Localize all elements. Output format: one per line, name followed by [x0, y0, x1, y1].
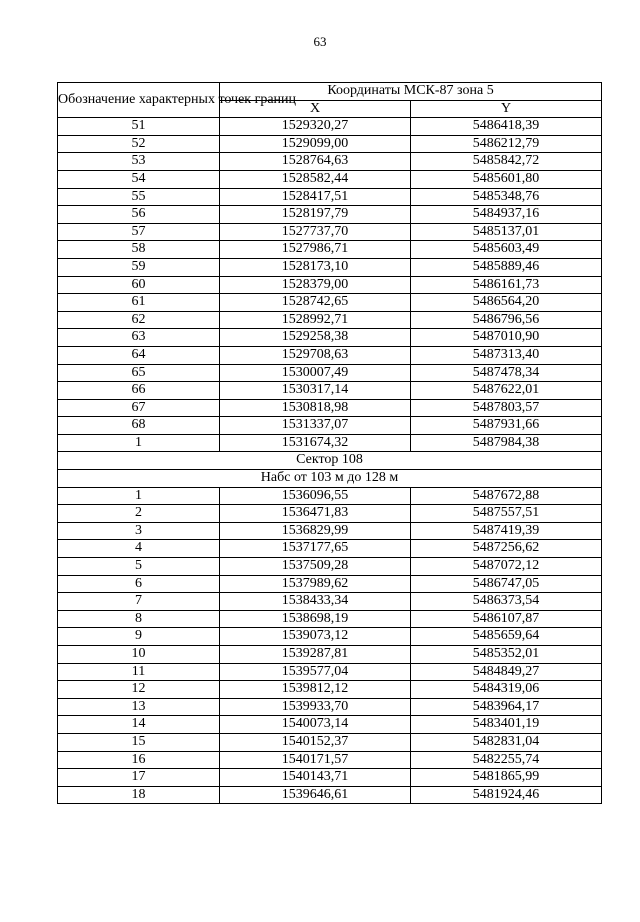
sector-section — [58, 452, 602, 487]
table-row — [58, 135, 602, 153]
coord-x: 1539287,81 — [220, 646, 411, 664]
table-row — [58, 258, 602, 276]
coord-x: 1537509,28 — [220, 558, 411, 576]
coord-x: 1531337,07 — [220, 417, 411, 435]
coord-y: 5485352,01 — [411, 646, 602, 664]
coord-y: 5486212,79 — [411, 135, 602, 153]
point-number: 56 — [58, 206, 220, 224]
point-number: 17 — [58, 769, 220, 787]
coord-y: 5486373,54 — [411, 593, 602, 611]
header-y: Y — [411, 100, 602, 118]
table-row — [58, 786, 602, 804]
coord-x: 1528582,44 — [220, 170, 411, 188]
point-number: 65 — [58, 364, 220, 382]
point-number: 63 — [58, 329, 220, 347]
coord-y: 5484319,06 — [411, 681, 602, 699]
point-number: 59 — [58, 258, 220, 276]
point-number: 4 — [58, 540, 220, 558]
point-number: 18 — [58, 786, 220, 804]
coord-y: 5487984,38 — [411, 434, 602, 452]
table-row — [58, 751, 602, 769]
coord-y: 5486107,87 — [411, 610, 602, 628]
coord-x: 1539812,12 — [220, 681, 411, 699]
coord-y: 5483401,19 — [411, 716, 602, 734]
page-number: 63 — [313, 34, 327, 49]
point-number: 66 — [58, 382, 220, 400]
point-number: 9 — [58, 628, 220, 646]
point-number: 13 — [58, 698, 220, 716]
table-row — [58, 540, 602, 558]
table-row — [58, 118, 602, 136]
coord-y: 5486796,56 — [411, 311, 602, 329]
point-number: 67 — [58, 399, 220, 417]
table-row — [58, 399, 602, 417]
point-number: 2 — [58, 505, 220, 523]
point-number: 12 — [58, 681, 220, 699]
coord-x: 1528417,51 — [220, 188, 411, 206]
coord-x: 1529320,27 — [220, 118, 411, 136]
point-number: 1 — [58, 487, 220, 505]
header-point-designation: Обозначение характерных точек границ — [58, 83, 220, 118]
coord-x: 1540073,14 — [220, 716, 411, 734]
coord-x: 1540143,71 — [220, 769, 411, 787]
coord-y: 5482255,74 — [411, 751, 602, 769]
point-number: 15 — [58, 733, 220, 751]
point-number: 1 — [58, 434, 220, 452]
table-row — [58, 241, 602, 259]
table-row — [58, 153, 602, 171]
point-number: 14 — [58, 716, 220, 734]
coord-y: 5486564,20 — [411, 294, 602, 312]
table-row — [58, 558, 602, 576]
table-row — [58, 170, 602, 188]
table-row — [58, 382, 602, 400]
coord-y: 5482831,04 — [411, 733, 602, 751]
coord-x: 1540152,37 — [220, 733, 411, 751]
table-row — [58, 610, 602, 628]
coord-x: 1528764,63 — [220, 153, 411, 171]
coord-y: 5485889,46 — [411, 258, 602, 276]
coord-x: 1529708,63 — [220, 346, 411, 364]
coord-y: 5485603,49 — [411, 241, 602, 259]
point-number: 58 — [58, 241, 220, 259]
coord-x: 1537989,62 — [220, 575, 411, 593]
coord-x: 1528992,71 — [220, 311, 411, 329]
table-row — [58, 716, 602, 734]
table-row — [58, 593, 602, 611]
point-number: 57 — [58, 223, 220, 241]
coord-y: 5485137,01 — [411, 223, 602, 241]
point-number: 52 — [58, 135, 220, 153]
table-row — [58, 223, 602, 241]
point-number: 7 — [58, 593, 220, 611]
table-row — [58, 628, 602, 646]
coord-x: 1527737,70 — [220, 223, 411, 241]
coord-x: 1536471,83 — [220, 505, 411, 523]
table-row — [58, 769, 602, 787]
coord-y: 5487010,90 — [411, 329, 602, 347]
point-number: 5 — [58, 558, 220, 576]
sector-title: Сектор 108 — [58, 452, 602, 470]
coord-x: 1538433,34 — [220, 593, 411, 611]
coord-x: 1527986,71 — [220, 241, 411, 259]
coord-y: 5487072,12 — [411, 558, 602, 576]
coord-x: 1530007,49 — [220, 364, 411, 382]
coord-y: 5487672,88 — [411, 487, 602, 505]
point-number: 16 — [58, 751, 220, 769]
table-row — [58, 188, 602, 206]
header-x: X — [220, 100, 411, 118]
coord-x: 1528173,10 — [220, 258, 411, 276]
coord-y: 5484937,16 — [411, 206, 602, 224]
table-row — [58, 646, 602, 664]
point-number: 62 — [58, 311, 220, 329]
coord-y: 5485842,72 — [411, 153, 602, 171]
point-number: 11 — [58, 663, 220, 681]
coord-x: 1539933,70 — [220, 698, 411, 716]
coord-y: 5486747,05 — [411, 575, 602, 593]
table-row — [58, 663, 602, 681]
coord-x: 1529099,00 — [220, 135, 411, 153]
table-row — [58, 311, 602, 329]
table-row — [58, 505, 602, 523]
table-row — [58, 329, 602, 347]
coord-x: 1538698,19 — [220, 610, 411, 628]
point-number: 53 — [58, 153, 220, 171]
table-row — [58, 733, 602, 751]
coord-x: 1531674,32 — [220, 434, 411, 452]
point-number: 61 — [58, 294, 220, 312]
coord-x: 1530818,98 — [220, 399, 411, 417]
coord-y: 5487803,57 — [411, 399, 602, 417]
coord-x: 1528379,00 — [220, 276, 411, 294]
coord-y: 5484849,27 — [411, 663, 602, 681]
coord-y: 5487313,40 — [411, 346, 602, 364]
table-row — [58, 575, 602, 593]
point-number: 51 — [58, 118, 220, 136]
coord-x: 1537177,65 — [220, 540, 411, 558]
coord-x: 1539646,61 — [220, 786, 411, 804]
coord-y: 5486418,39 — [411, 118, 602, 136]
sector-title-row — [58, 452, 602, 470]
point-number: 68 — [58, 417, 220, 435]
point-number: 64 — [58, 346, 220, 364]
table-row — [58, 364, 602, 382]
point-number: 54 — [58, 170, 220, 188]
coord-y: 5487419,39 — [411, 522, 602, 540]
sector-height: Набс от 103 м до 128 м — [58, 470, 602, 488]
coord-x: 1539073,12 — [220, 628, 411, 646]
coord-y: 5486161,73 — [411, 276, 602, 294]
point-number: 8 — [58, 610, 220, 628]
table-row — [58, 434, 602, 452]
coord-y: 5485659,64 — [411, 628, 602, 646]
header-coordinates: Координаты МСК-87 зона 5 — [220, 83, 602, 101]
table-row — [58, 276, 602, 294]
coord-y: 5487557,51 — [411, 505, 602, 523]
coordinates-table — [57, 82, 602, 804]
coord-y: 5481924,46 — [411, 786, 602, 804]
coord-y: 5487256,62 — [411, 540, 602, 558]
table-row — [58, 522, 602, 540]
point-number: 55 — [58, 188, 220, 206]
point-number: 3 — [58, 522, 220, 540]
coord-x: 1528742,65 — [220, 294, 411, 312]
coord-x: 1536096,55 — [220, 487, 411, 505]
table-body-part2 — [58, 487, 602, 804]
coord-x: 1536829,99 — [220, 522, 411, 540]
sector-height-row — [58, 470, 602, 488]
coord-y: 5483964,17 — [411, 698, 602, 716]
coord-y: 5487931,66 — [411, 417, 602, 435]
point-number: 60 — [58, 276, 220, 294]
coord-y: 5487478,34 — [411, 364, 602, 382]
point-number: 6 — [58, 575, 220, 593]
table-row — [58, 417, 602, 435]
table-row — [58, 681, 602, 699]
table-row — [58, 346, 602, 364]
coord-x: 1529258,38 — [220, 329, 411, 347]
coord-y: 5487622,01 — [411, 382, 602, 400]
coord-x: 1530317,14 — [220, 382, 411, 400]
coord-x: 1528197,79 — [220, 206, 411, 224]
table-row — [58, 206, 602, 224]
coord-y: 5485348,76 — [411, 188, 602, 206]
table-body-part1 — [58, 118, 602, 452]
table-row — [58, 294, 602, 312]
coord-y: 5485601,80 — [411, 170, 602, 188]
table-row — [58, 698, 602, 716]
coord-x: 1540171,57 — [220, 751, 411, 769]
point-number: 10 — [58, 646, 220, 664]
table-row — [58, 487, 602, 505]
coord-y: 5481865,99 — [411, 769, 602, 787]
coord-x: 1539577,04 — [220, 663, 411, 681]
